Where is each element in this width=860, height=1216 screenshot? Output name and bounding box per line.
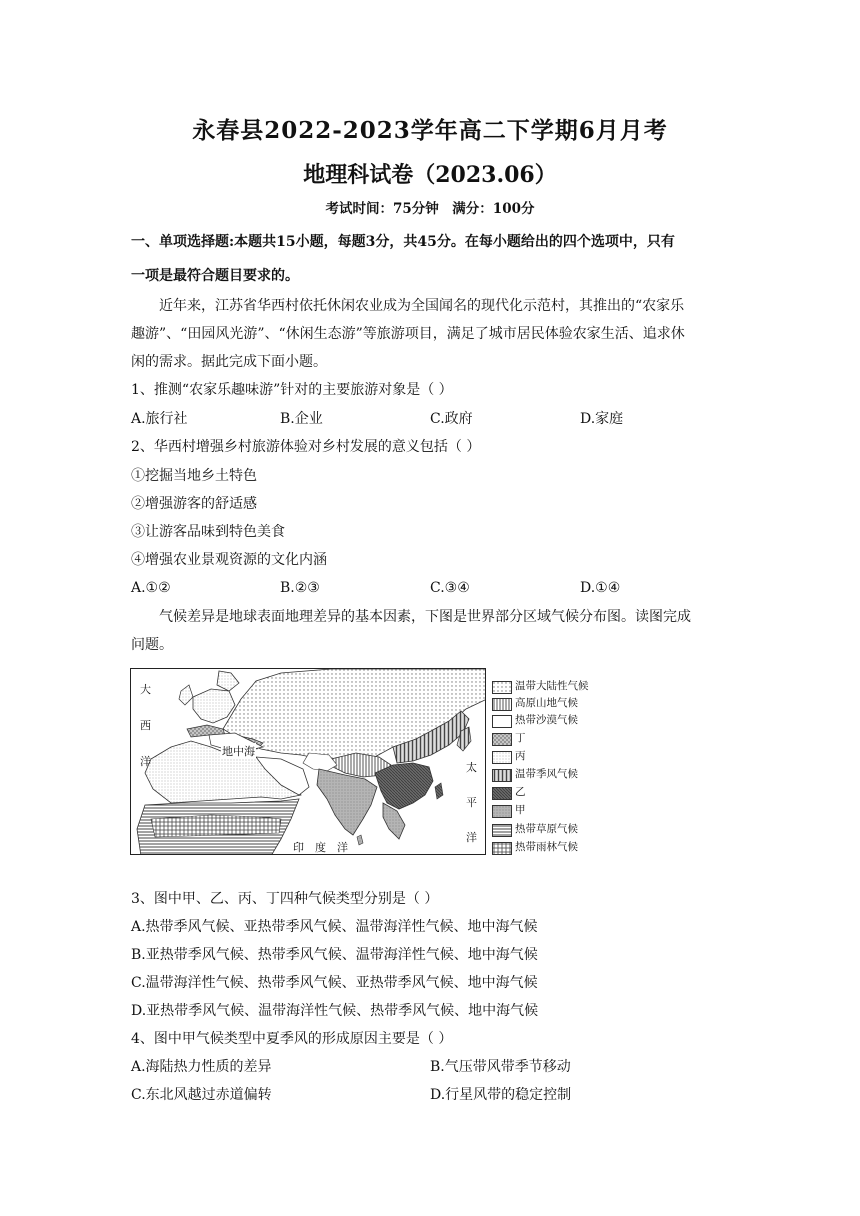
map-label-pacific-3: 洋 (466, 831, 477, 844)
section-heading-line2: 一项是最符合题目要求的。 (131, 268, 299, 284)
map-label-mediterranean: 地中海 (222, 745, 255, 758)
exam-title: 永春县2022-2023学年高二下学期6月月考 (192, 117, 668, 144)
q3-option-b: B.亚热带季风气候、热带季风气候、温带海洋性气候、地中海气候 (131, 947, 538, 963)
q4-option-c: C.东北风越过赤道偏转 (131, 1087, 272, 1103)
q2-item-1: ①挖掘当地乡土特色 (131, 468, 257, 484)
map-label-atlantic-2: 西 (140, 719, 151, 732)
q2-stem: 2、华西村增强乡村旅游体验对乡村发展的意义包括（ ） (131, 439, 481, 455)
q1-stem: 1、推测“农家乐趣味游”针对的主要旅游对象是（ ） (131, 382, 453, 398)
passage2-line1: 气候差异是地球表面地理差异的基本因素，下图是世界部分区域气候分布图。读图完成 (159, 609, 691, 625)
q4-option-b: B.气压带风带季节移动 (430, 1059, 571, 1075)
q4-option-d: D.行星风带的稳定控制 (430, 1087, 572, 1103)
q3-option-d: D.亚热带季风气候、温带海洋性气候、热带季风气候、地中海气候 (131, 1003, 539, 1019)
legend-swatch (492, 751, 512, 764)
map-label-pacific-2: 平 (466, 796, 477, 809)
exam-subtitle: 地理科试卷（2023.06） (303, 162, 557, 188)
q3-option-a: A.热带季风气候、亚热带季风气候、温带海洋性气候、地中海气候 (131, 919, 538, 935)
q2-option-a: A.①② (131, 580, 171, 596)
q2-option-d: D.①④ (580, 580, 621, 596)
legend-swatch (492, 787, 512, 800)
q3-stem: 3、图中甲、乙、丙、丁四种气候类型分别是（ ） (131, 891, 439, 907)
legend-swatch (492, 769, 512, 782)
q1-option-d: D.家庭 (580, 411, 624, 427)
legend-swatch (492, 698, 512, 711)
passage1-line3: 闲的需求。据此完成下面小题。 (131, 354, 327, 370)
legend-swatch (492, 842, 512, 855)
legend-swatch (492, 733, 512, 746)
climate-map-graphic (131, 669, 486, 855)
q2-item-4: ④增强农业景观资源的文化内涵 (131, 552, 327, 568)
map-label-atlantic-1: 大 (140, 683, 151, 696)
exam-page: 永春县2022-2023学年高二下学期6月月考 地理科试卷（2023.06） 考试时间：75分钟 满分：100分 一、单项选择题:本题共15小题，每题3分，共45分。在每小题给出的四个选项中，只有 一项是最符合题目要求的。 近年来，江苏省华西村依托休闲农业成为全国闻名的现代化示范村，其推出的“农家乐 趣游”、“田园风光游”、“休闲生态游”等旅游项目，满足了城市居民体验农家生活、追求休 闲的需求。据此完成下面小题。 1、推测“农家乐趣味游”针对的主要旅游对象是（ ） A.旅行社 B.企业 C.政府 D.家庭 2、华西村增强乡村旅游体验对乡村发展的意义包括（ ） ①挖掘当地乡土特色 ②增强游客的舒适感 ③让游客品味到特色美食 ④增强农业景观资源的文化内涵 A.①② B.②③ C.③④ D.①④ 气候差异是地球表面地理差异的基本因素，下图是世界部分区域气候分布图。读图完成 问题。 大 西 洋 地中海 太 平 洋 印 度 洋 温带大陆性气候 高原山地气候 热带沙漠气候 丁 丙 温带季风气候 乙 甲 热带草原气候 热带雨林气候 3、图中甲、乙、丙、丁四种气候类型分别是（ ） A.热带季风气候、亚热带季风气候、温带海洋性气候、地中海气候 B.亚热带季风气候、热带季风气候、温带海洋性气候、地中海气候 C.温带海洋性气候、热带季风气候、亚热带季风气候、地中海气候 D.亚热带季风气候、温带海洋性气候、热带季风气候、地中海气候 4、图中甲气候类型中夏季风的形成原因主要是（ ） A.海陆热力性质的差异 B.气压带风带季节移动 C.东北风越过赤道偏转 D.行星风带的稳定控制 (0, 0, 860, 1216)
q2-option-b: B.②③ (280, 580, 320, 596)
passage1-line2: 趣游”、“田园风光游”、“休闲生态游”等旅游项目，满足了城市居民体验农家生活、追求休 (131, 326, 685, 342)
map-label-atlantic-3: 洋 (140, 755, 151, 768)
q2-item-2: ②增强游客的舒适感 (131, 496, 257, 512)
passage1-line1: 近年来，江苏省华西村依托休闲农业成为全国闻名的现代化示范村，其推出的“农家乐 (159, 298, 685, 314)
passage2-line2: 问题。 (131, 637, 173, 653)
legend-swatch (492, 824, 512, 837)
section-heading-line1: 一、单项选择题:本题共15小题，每题3分，共45分。在每小题给出的四个选项中，只有 (131, 234, 675, 250)
exam-meta: 考试时间：75分钟 满分：100分 (325, 201, 535, 217)
q1-option-c: C.政府 (430, 411, 473, 427)
q3-option-c: C.温带海洋性气候、热带季风气候、亚热带季风气候、地中海气候 (131, 975, 538, 991)
legend-swatch (492, 681, 512, 694)
q4-option-a: A.海陆热力性质的差异 (131, 1059, 272, 1075)
map-label-indian-ocean: 印 度 洋 (293, 841, 348, 854)
climate-map (130, 668, 486, 855)
q2-option-c: C.③④ (430, 580, 470, 596)
q1-option-b: B.企业 (280, 411, 323, 427)
q4-stem: 4、图中甲气候类型中夏季风的形成原因主要是（ ） (131, 1031, 453, 1047)
q1-option-a: A.旅行社 (131, 411, 188, 427)
q2-item-3: ③让游客品味到特色美食 (131, 524, 285, 540)
legend-swatch (492, 805, 512, 818)
legend-swatch (492, 715, 512, 728)
map-label-pacific-1: 太 (466, 761, 477, 774)
